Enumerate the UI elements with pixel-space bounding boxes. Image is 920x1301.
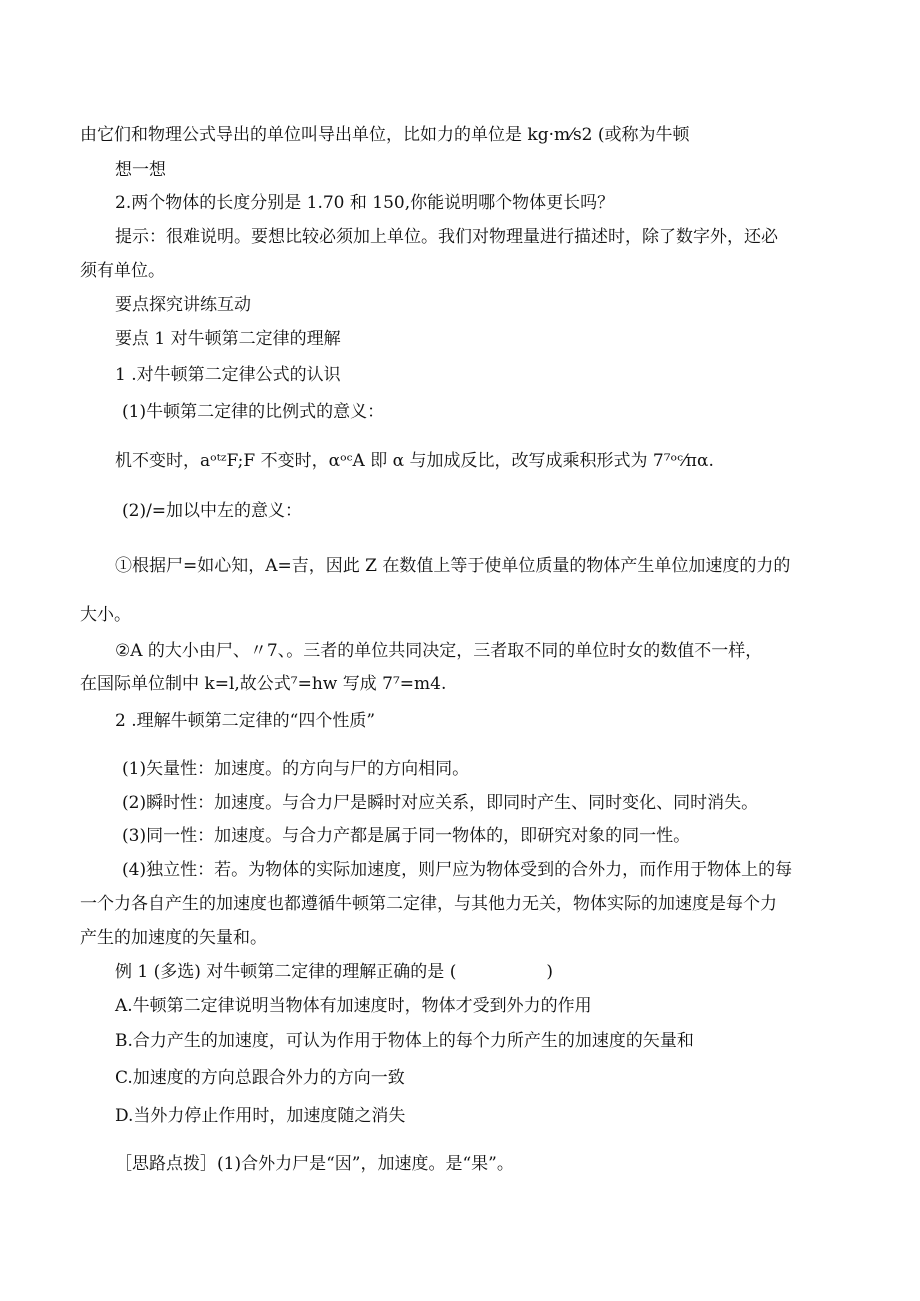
property-instantaneous: (2)瞬时性：加速度。与合力尸是瞬时对应关系，即同时产生、同时变化、同时消失。 (122, 793, 759, 813)
paragraph-derived-units: 由它们和物理公式导出的单位叫导出单位，比如力的单位是 kg·m⁄s2 (或称为牛顿 (80, 125, 690, 145)
hint-text-continued: 须有单位。 (80, 261, 165, 281)
property-identity: (3)同一性：加速度。与合力产都是属于同一物体的，即研究对象的同一性。 (122, 826, 691, 846)
subsection-2-title: 2 .理解牛顿第二定律的“四个性质” (115, 711, 376, 731)
paragraph-circle-2: ②A 的大小由尸、〃7、。三者的单位共同决定，三者取不同的单位时女的数值不一样， (115, 641, 763, 661)
paragraph-circle-1: ①根据尸=如心知，A=吉，因此 Z 在数值上等于使单位质量的物体产生单位加速度的力的 (115, 556, 791, 576)
paragraph-circle-2-continued: 在国际单位制中 k=l,故公式⁷=hw 写成 7⁷=m4. (80, 674, 447, 694)
section-heading-think: 想一想 (115, 160, 166, 180)
option-d: D.当外力停止作用时，加速度随之消失 (115, 1106, 406, 1126)
question-2: 2.两个物体的长度分别是 1.70 和 150,你能说明哪个物体更长吗？ (115, 193, 615, 213)
property-vector: (1)矢量性：加速度。的方向与尸的方向相同。 (122, 759, 470, 779)
property-independence: (4)独立性：若。为物体的实际加速度，则尸应为物体受到的合外力，而作用于物体上的每 (122, 860, 793, 880)
thinking-hint: ［思路点拨］(1)合外力尸是“因”，加速度。是“果”。 (115, 1154, 514, 1174)
example-1-text: 例 1 (多选) 对牛顿第二定律的理解正确的是 ( (115, 962, 457, 982)
property-independence-line-3: 产生的加速度的矢量和。 (80, 928, 267, 948)
option-b: B.合力产生的加速度，可认为作用于物体上的每个力所产生的加速度的矢量和 (115, 1031, 694, 1051)
option-c: C.加速度的方向总跟合外力的方向一致 (115, 1068, 405, 1088)
property-independence-line-2: 一个力各自产生的加速度也都遵循牛顿第二定律，与其他力无关，物体实际的加速度是每个力 (80, 894, 777, 914)
section-heading-key-points: 要点探究讲练互动 (115, 295, 251, 315)
example-1-stem (115, 961, 553, 983)
paragraph-circle-1-continued: 大小。 (80, 605, 131, 625)
proportion-explanation: 机不变时，aᵒᵗᶻF;F 不变时，αᵒᶜA 即 α 与加成反比，改写成乘积形式为 7⁷ᵒᶜ⁄πα. (115, 451, 714, 471)
option-a: A.牛顿第二定律说明当物体有加速度时，物体才受到外力的作用 (115, 996, 592, 1016)
subsection-1-title: 1 .对牛顿第二定律公式的认识 (115, 365, 341, 385)
item-1-title: (1)牛顿第二定律的比例式的意义： (122, 402, 385, 422)
item-2-title: (2)/=加以中左的意义： (122, 501, 303, 521)
example-1-close-paren: ) (546, 962, 553, 982)
key-point-1-title: 要点 1 对牛顿第二定律的理解 (115, 329, 341, 349)
hint-text: 提示：很难说明。要想比较必须加上单位。我们对物理量进行描述时，除了数字外，还必 (115, 227, 778, 247)
